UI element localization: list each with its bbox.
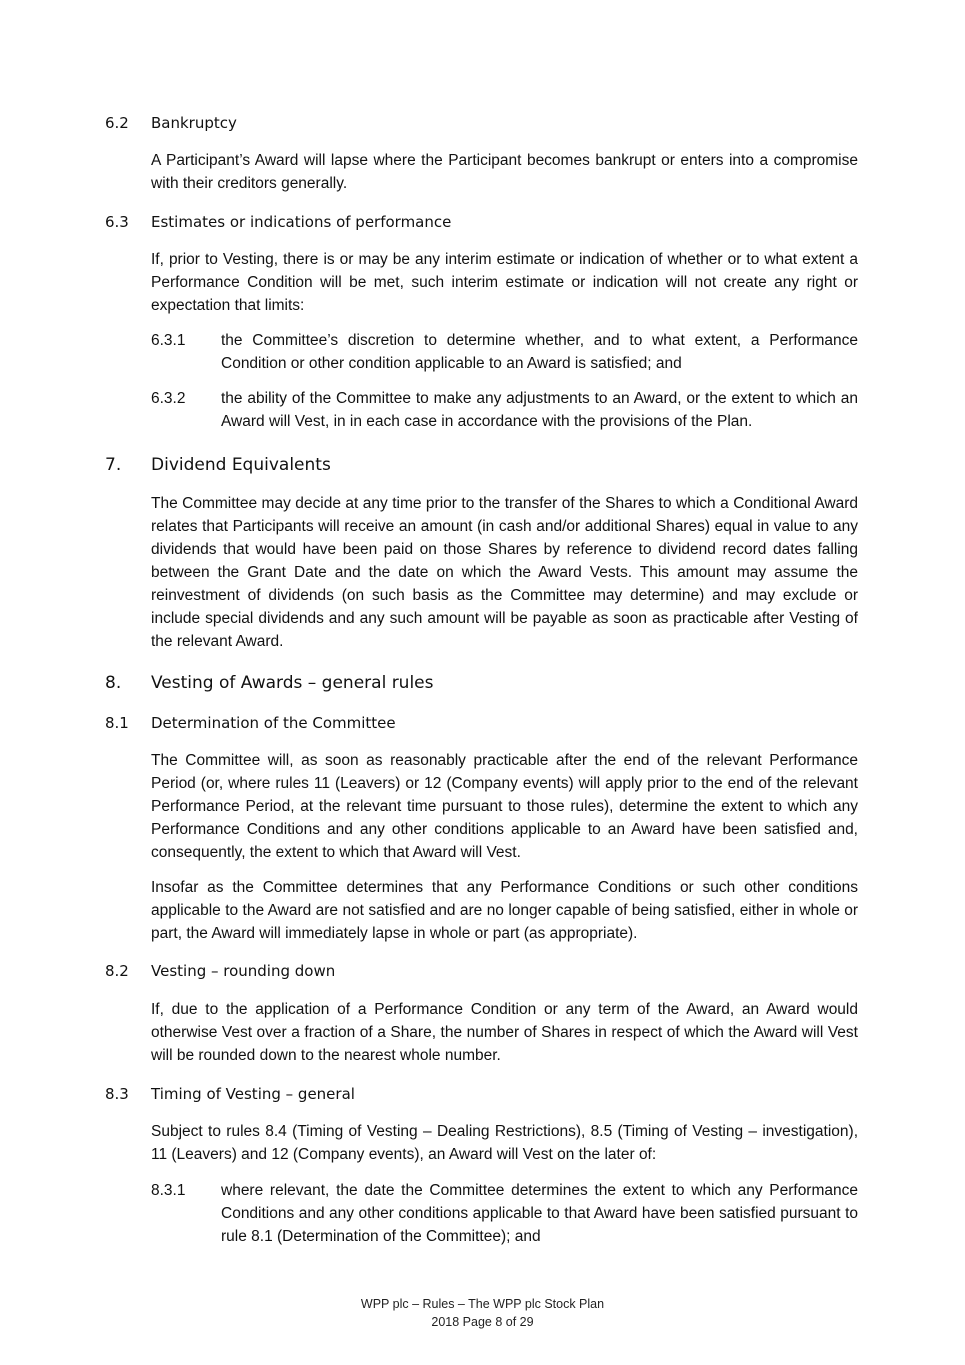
section-number: 6.3 [105, 213, 129, 231]
list-item-6-3-2 [151, 387, 858, 433]
section-number: 8.1 [105, 714, 129, 732]
section-title: Estimates or indications of performance [151, 213, 452, 231]
section-heading-7 [105, 455, 331, 475]
list-item-8-3-1 [151, 1179, 858, 1248]
section-number: 6.2 [105, 114, 129, 132]
item-number: 6.3.2 [151, 390, 186, 407]
section-number: 8.2 [105, 962, 129, 980]
list-item-6-3-1 [151, 329, 858, 375]
footer-title: WPP plc – Rules – The WPP plc Stock Plan [360, 1297, 605, 1311]
section-title: Vesting – rounding down [151, 962, 336, 980]
section-heading-6-2 [105, 114, 237, 132]
paragraph-8-2: If, due to the application of a Performance Condition or any term of the Award, an Award would otherwise Vest over a fraction of a Share, the number of Shares in respect of which the Award will Vest will be rounded down to the nearest whole number. [151, 1001, 858, 1064]
paragraph-6-3: If, prior to Vesting, there is or may be any interim estimate or indication of whether or to what extent a Performance Condition will be met, such interim estimate or indication will not create any right or expectation that limits: [151, 251, 858, 314]
item-number: 6.3.1 [151, 332, 186, 349]
section-title: Timing of Vesting – general [151, 1085, 355, 1103]
section-heading-8-2 [105, 962, 335, 980]
section-heading-8-1 [105, 714, 396, 732]
item-text: the ability of the Committee to make any adjustments to an Award, or the extent to which an Award will Vest, in in each case in accordance with the provisions of the Plan. [221, 390, 858, 430]
section-title: Determination of the Committee [151, 714, 396, 732]
section-title: Vesting of Awards – general rules [151, 673, 434, 693]
section-heading-6-3 [105, 213, 451, 231]
section-heading-8 [105, 673, 434, 693]
paragraph-8-1-a: The Committee will, as soon as reasonably practicable after the end of the relevant Performance Period (or, where rules 11 (Leavers) or 12 (Company events) will apply prior to the end of the relevant Performance Period, at the relevant time pursuant to those rules), determine the extent to which any Performance Conditions and any other conditions applicable to an Award have been satisfied and, consequently, the extent to which that Award will Vest. [151, 752, 858, 861]
section-heading-8-3 [105, 1085, 355, 1103]
section-number: 8. [105, 673, 122, 693]
section-title: Dividend Equivalents [151, 455, 331, 475]
paragraph-6-2: A Participant’s Award will lapse where the Participant becomes bankrupt or enters into a compromise with their creditors generally. [151, 152, 858, 192]
section-title: Bankruptcy [151, 114, 237, 132]
footer-page-number: 2018 Page 8 of 29 [431, 1315, 534, 1329]
item-text: the Committee’s discretion to determine whether, and to what extent, a Performance Condition or other condition applicable to an Award is satisfied; and [221, 332, 858, 372]
item-number: 8.3.1 [151, 1182, 186, 1199]
paragraph-7: The Committee may decide at any time prior to the transfer of the Shares to which a Conditional Award relates that Participants will receive an amount (in cash and/or additional Shares) equal in value to any dividends that would have been paid on those Shares by reference to dividend record dates falling between the Grant Date and the date on which the Award Vests. This amount may assume the reinvestment of dividends (on such basis as the Committee may determine) and may exclude or include special dividends and any such amount will be payable as soon as practicable after Vesting of the relevant Award. [151, 495, 858, 650]
section-number: 8.3 [105, 1085, 129, 1103]
paragraph-8-1-b: Insofar as the Committee determines that any Performance Conditions or such other conditions applicable to the Award are not satisfied and are no longer capable of being satisfied, either in whole or part, the Award will immediately lapse in whole or part (as appropriate). [151, 879, 858, 942]
item-text: where relevant, the date the Committee determines the extent to which any Performance Conditions and any other conditions applicable to that Award have been satisfied pursuant to rule 8.1 (Determination of the Committee); and [221, 1182, 858, 1245]
section-number: 7. [105, 455, 122, 475]
paragraph-8-3: Subject to rules 8.4 (Timing of Vesting – Dealing Restrictions), 8.5 (Timing of Vesting – investigation), 11 (Leavers) and 12 (Company events), an Award will Vest on the later of: [151, 1123, 858, 1163]
